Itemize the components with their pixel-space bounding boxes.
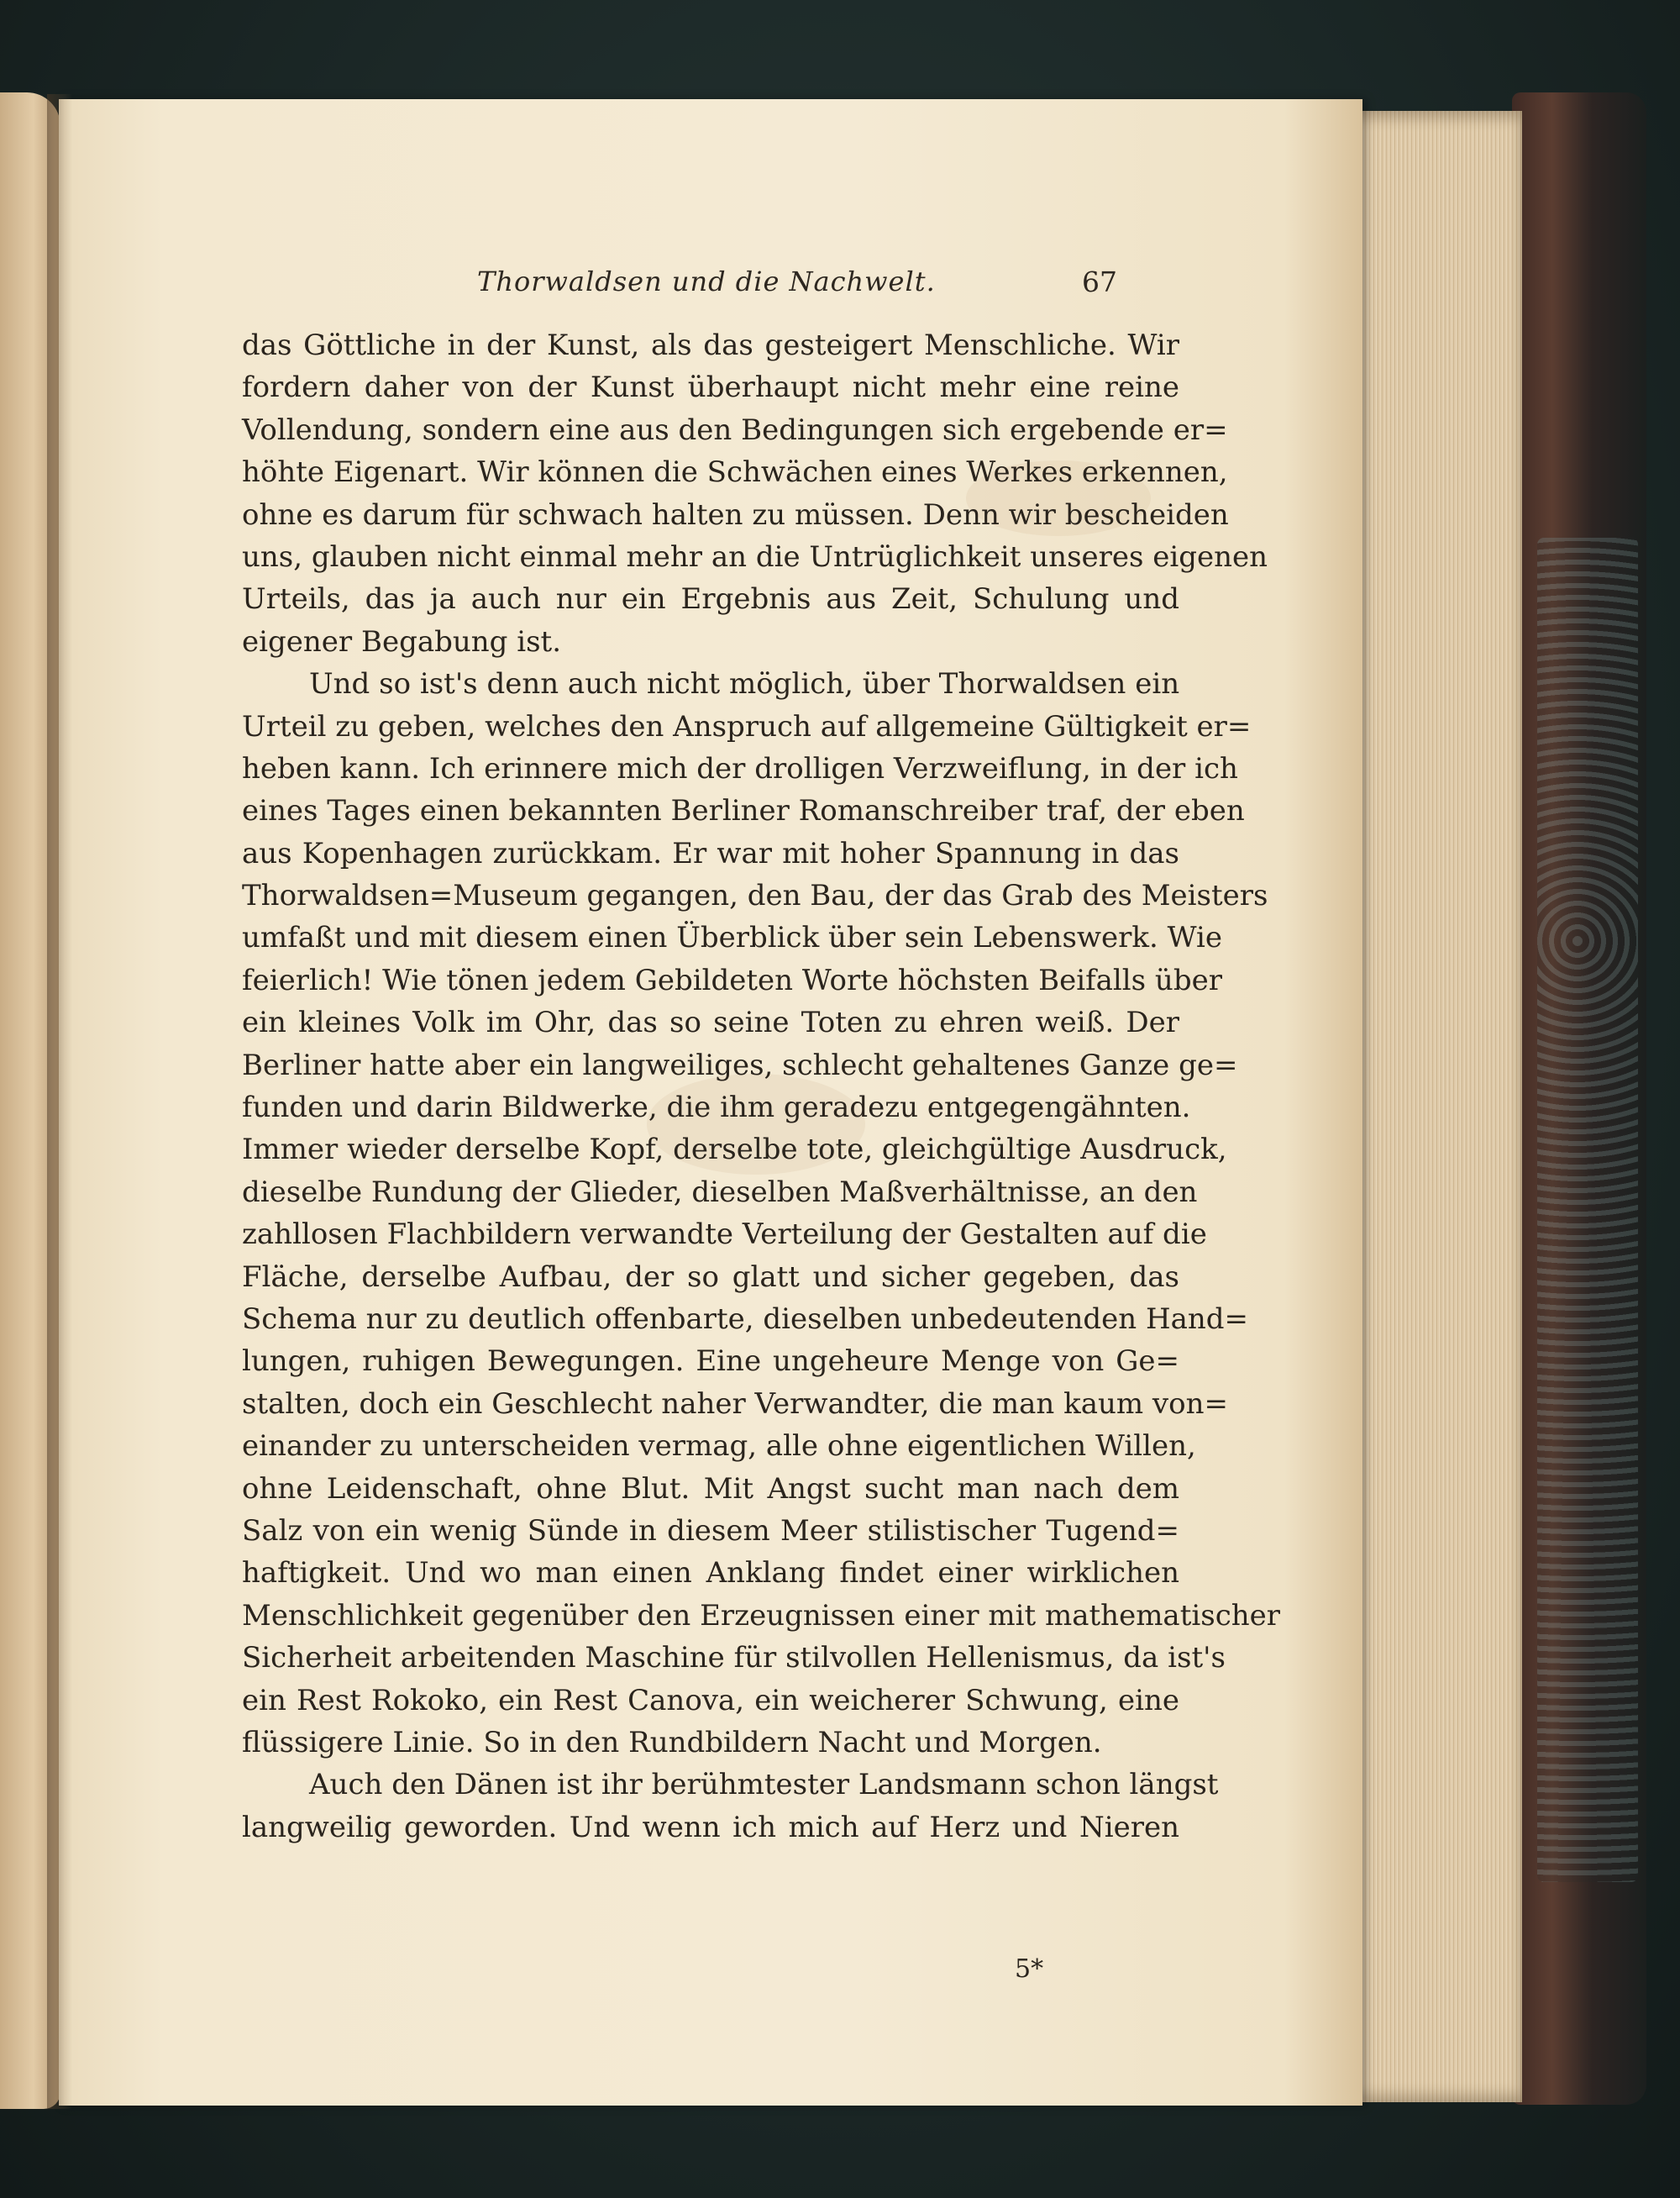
body-text (242, 324, 1281, 1848)
text-line: ohne Leidenschaft, ohne Blut. Mit Angst sucht man nach dem (242, 1471, 1179, 1506)
text-line: langweilig geworden. Und wenn ich mich auf Herz und Nieren (242, 1810, 1179, 1844)
page-number: 67 (1082, 266, 1117, 298)
text-line: einander zu unterscheiden vermag, alle ohne eigentlichen Willen, (242, 1429, 1196, 1464)
text-line: Und so ist's denn auch nicht möglich, über Thorwaldsen ein (309, 667, 1180, 702)
text-line: ein kleines Volk im Ohr, das so seine Toten zu ehren weiß. Der (242, 1006, 1179, 1040)
running-title: Thorwaldsen und die Nachwelt. (477, 266, 936, 297)
text-line: dieselbe Rundung der Glieder, dieselben Maßverhältnisse, an den (242, 1175, 1198, 1209)
text-line: Berliner hatte aber ein langweiliges, schlecht gehaltenes Ganze ge= (242, 1048, 1238, 1082)
text-line: eigener Begabung ist. (242, 624, 562, 659)
text-line: aus Kopenhagen zurückkam. Er war mit hoher Spannung in das (242, 836, 1179, 870)
text-line: lungen, ruhigen Bewegungen. Eine ungeheure Menge von Ge= (242, 1344, 1179, 1379)
book-page (59, 99, 1362, 2106)
text-line: flüssigere Linie. So in den Rundbildern Nacht und Morgen. (242, 1725, 1102, 1759)
text-line: haftigkeit. Und wo man einen Anklang findet einer wirklichen (242, 1556, 1179, 1591)
text-line: funden und darin Bildwerke, die ihm geradezu entgegengähnten. (242, 1091, 1191, 1125)
text-line: Schema nur zu deutlich offenbarte, dieselben unbedeutenden Hand= (242, 1301, 1249, 1336)
signature-mark: 5* (1015, 1954, 1044, 1984)
book-gutter (47, 94, 72, 2109)
text-line: Urteil zu geben, welches den Anspruch auf allgemeine Gültigkeit er= (242, 709, 1252, 744)
text-line: Auch den Dänen ist ihr berühmtester Landsmann schon längst (309, 1768, 1219, 1802)
text-line: feierlich! Wie tönen jedem Gebildeten Worte höchsten Beifalls über (242, 963, 1222, 997)
cover-marbling (1537, 538, 1638, 1882)
text-line: Vollendung, sondern eine aus den Bedingungen sich ergebende er= (242, 413, 1228, 447)
text-line: eines Tages einen bekannten Berliner Romanschreiber traf, der eben (242, 794, 1245, 828)
text-line: Fläche, derselbe Aufbau, der so glatt und sicher gegeben, das (242, 1259, 1179, 1294)
text-line: Urteils, das ja auch nur ein Ergebnis aus Zeit, Schulung und (242, 582, 1179, 617)
text-line: stalten, doch ein Geschlecht naher Verwandter, die man kaum von= (242, 1386, 1228, 1421)
text-line: zahllosen Flachbildern verwandte Verteilung der Gestalten auf die (242, 1217, 1207, 1252)
text-line: umfaßt und mit diesem einen Überblick über sein Lebenswerk. Wie (242, 921, 1222, 955)
text-line: das Göttliche in der Kunst, als das gesteigert Menschliche. Wir (242, 329, 1179, 362)
text-line: Thorwaldsen=Museum gegangen, den Bau, der das Grab des Meisters (242, 879, 1268, 913)
text-line: ohne es darum für schwach halten zu müssen. Denn wir bescheiden (242, 497, 1229, 532)
page-block-edges (1354, 111, 1522, 2102)
text-line: uns, glauben nicht einmal mehr an die Untrüglichkeit unseres eigenen (242, 539, 1268, 574)
text-line: ein Rest Rokoko, ein Rest Canova, ein weicherer Schwung, eine (242, 1683, 1179, 1717)
text-line: heben kann. Ich erinnere mich der drolligen Verzweiflung, in der ich (242, 751, 1238, 786)
running-header (59, 266, 1362, 316)
text-line: Salz von ein wenig Sünde in diesem Meer stilistischer Tugend= (242, 1513, 1179, 1548)
text-line: höhte Eigenart. Wir können die Schwächen eines Werkes erkennen, (242, 455, 1228, 490)
text-line: Menschlichkeit gegenüber den Erzeugnissen einer mit mathematischer (242, 1598, 1281, 1633)
text-line: Immer wieder derselbe Kopf, derselbe tote, gleichgültige Ausdruck, (242, 1133, 1227, 1167)
text-line: fordern daher von der Kunst überhaupt nicht mehr eine reine (242, 371, 1179, 405)
text-line: Sicherheit arbeitenden Maschine für stilvollen Hellenismus, da ist's (242, 1641, 1226, 1675)
